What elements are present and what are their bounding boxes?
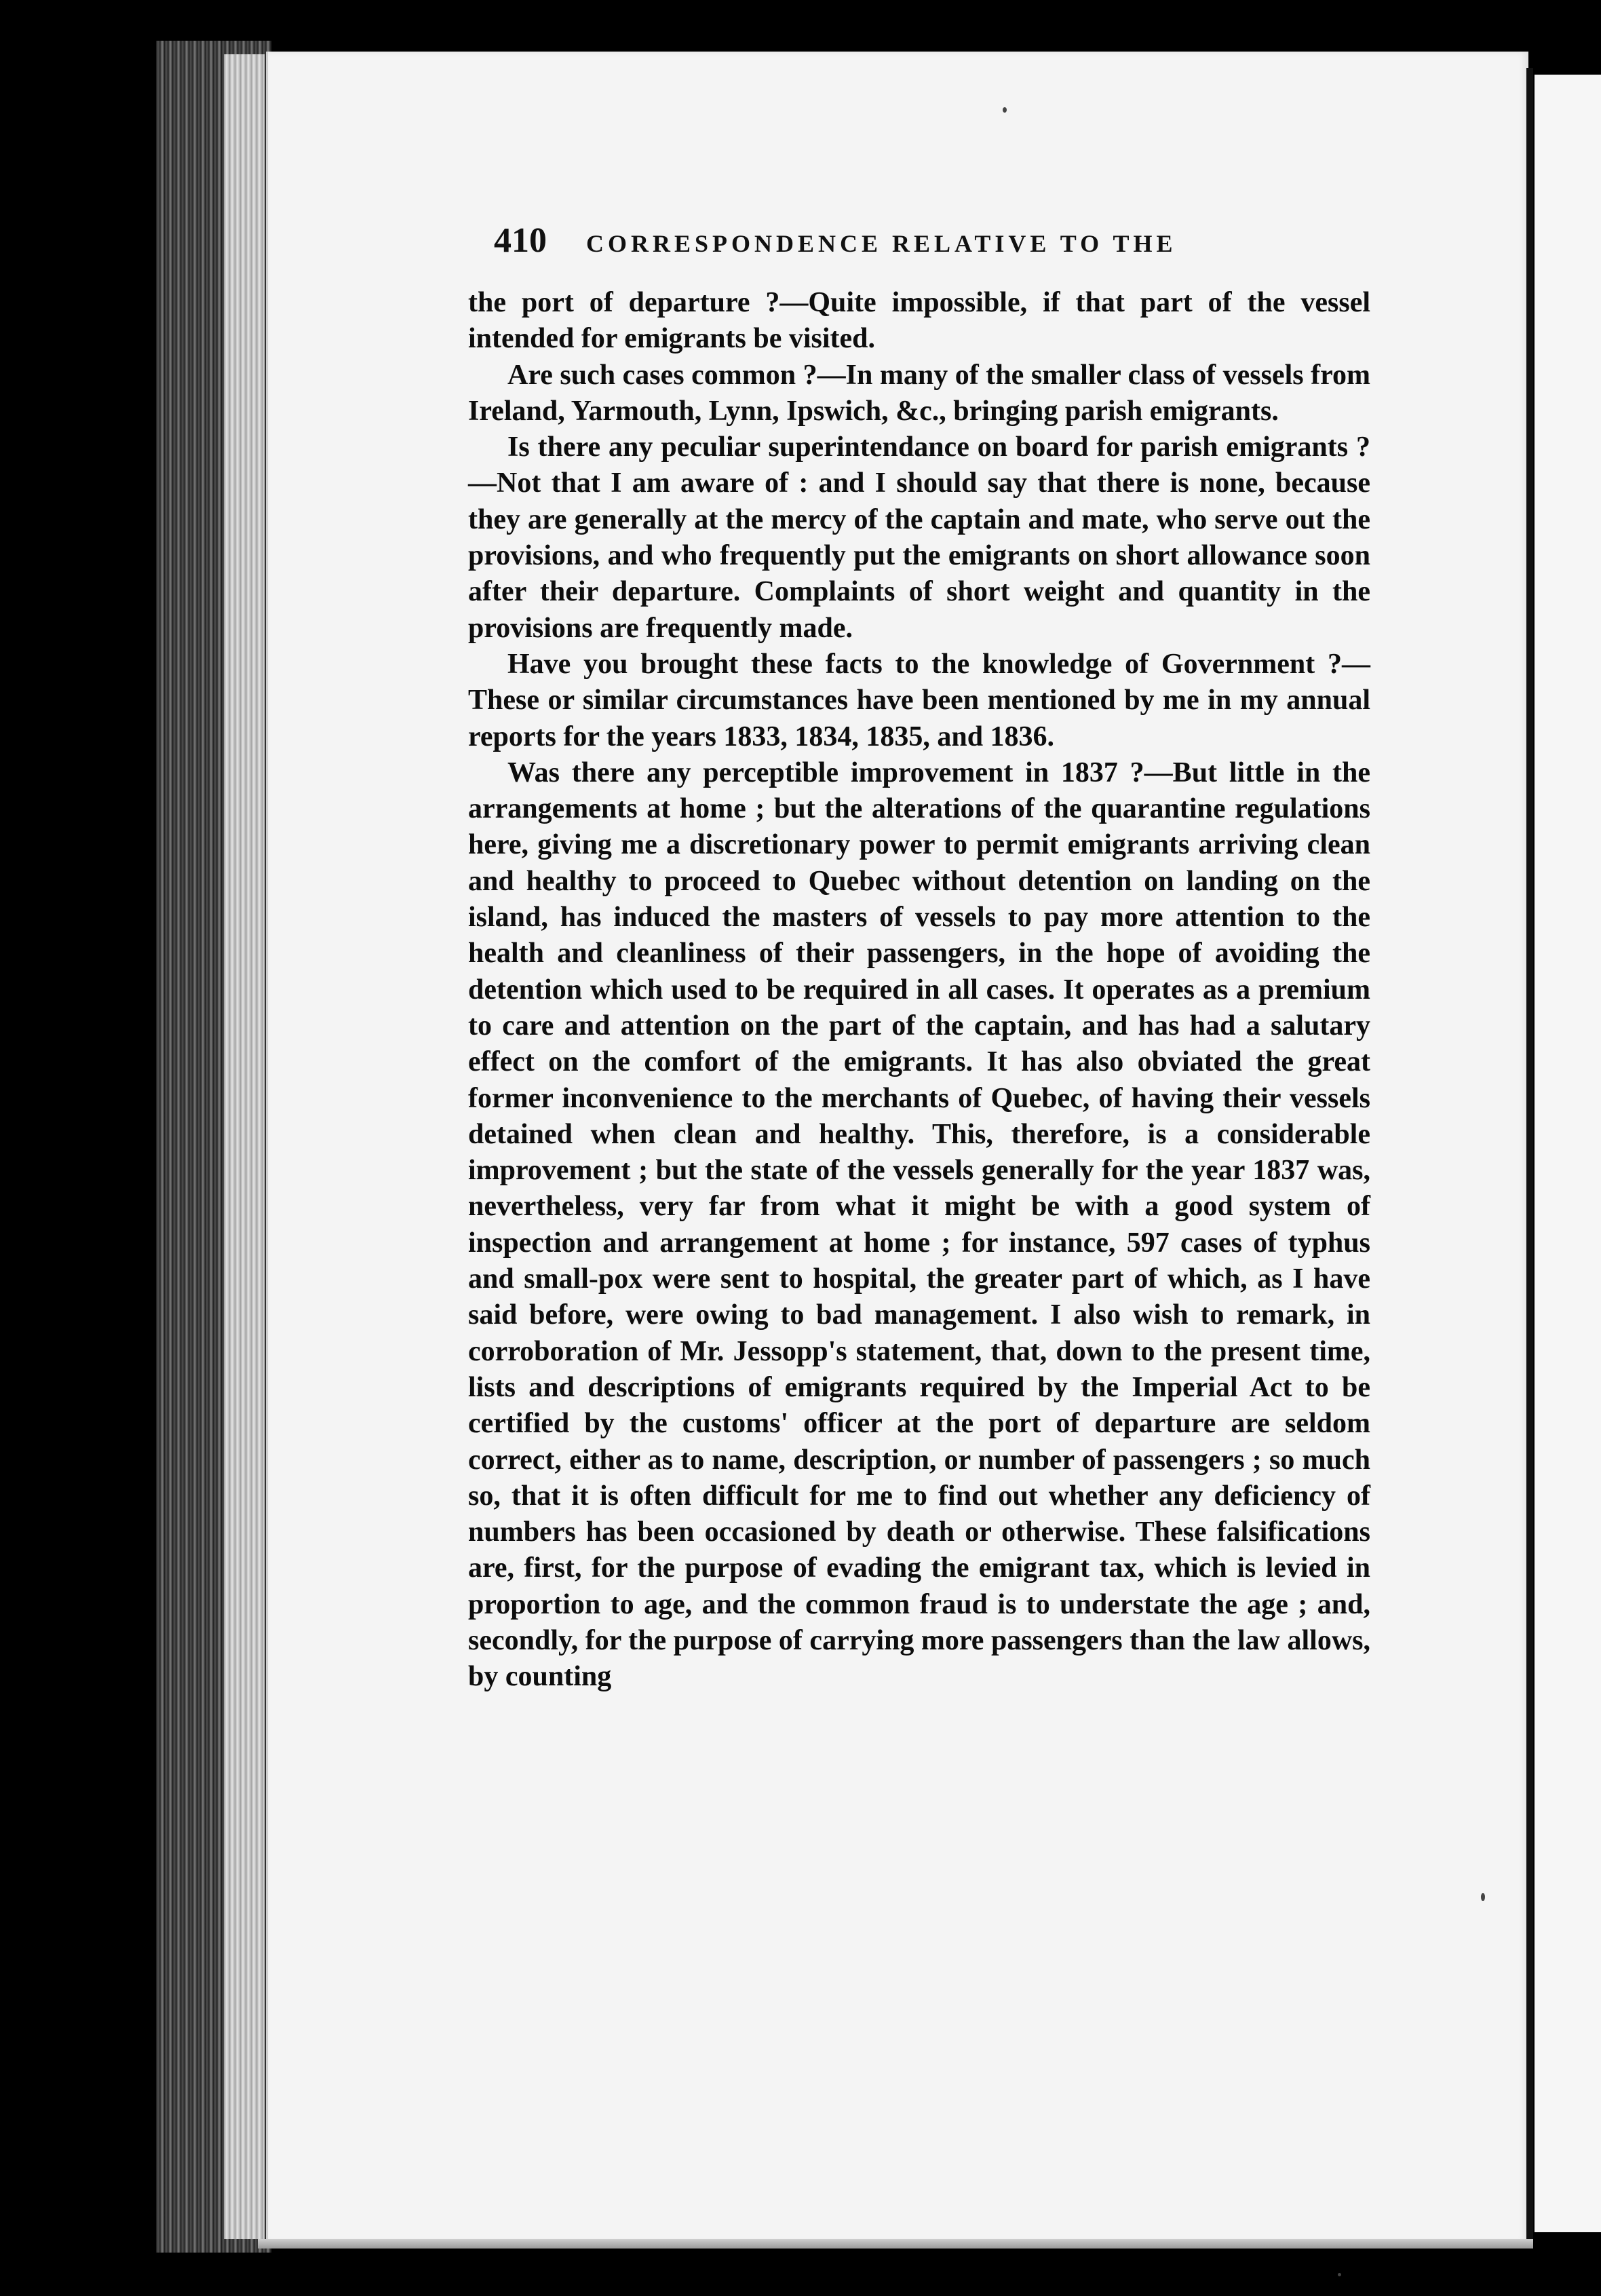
paragraph-4: Have you brought these facts to the knowledge of Government ?—These or similar circumstances have been mentioned by me in my annual reports for the years 1833, 1834, 1835, and 1836.: [468, 648, 1370, 752]
gutter-shadow: [1526, 68, 1533, 2239]
scan-speck: [1481, 1893, 1485, 1901]
scan-speck: [1338, 2273, 1341, 2276]
scan-speck: [1003, 107, 1007, 113]
page-number: 410: [494, 221, 547, 260]
book-page-edges-highlight: [224, 54, 265, 2239]
paragraph-1: the port of departure ?—Quite impossible, if that part of the vessel intended for emigrants be visited.: [468, 287, 1370, 355]
running-head: CORRESPONDENCE RELATIVE TO THE: [586, 230, 1177, 257]
paragraph-3: Is there any peculiar superintendance on board for parish emigrants ?—Not that I am aware of : and I should say that there is none, because they are generally at the mercy of the captain and mate, who serve out the provisions, and who frequently put the emigrants on short allowance soon after their departure. Complaints of short weight and quantity in the provisions are frequently made.: [468, 432, 1370, 644]
page-bottom-edge: [258, 2239, 1533, 2249]
facing-page-edge: [1535, 75, 1601, 2232]
body-text: [468, 285, 1370, 1696]
page-header: [494, 221, 1254, 268]
paragraph-2: Are such cases common ?—In many of the smaller class of vessels from Ireland, Yarmouth, Lynn, Ipswich, &c., bringing parish emigrants.: [468, 359, 1370, 427]
paragraph-5: Was there any perceptible improvement in 1837 ?—But little in the arrangements at home ; but the alterations of the quarantine regulations here, giving me a discretionary power to permit emigrants arriving clean and healthy to proceed to Quebec without detention on landing on the island, has induced the masters of vessels to pay more attention to the health and cleanliness of their passengers, in the hope of avoiding the detention which used to be required in all cases. It operates as a premium to care and attention on the part of the captain, and has had a salutary effect on the comfort of the emigrants. It has also obviated the great former inconvenience to the merchants of Quebec, of having their vessels detained when clean and healthy. This, therefore, is a considerable improvement ; but the state of the vessels generally for the year 1837 was, nevertheless, very far from what it might be with a good system of inspection and arrangement at home ; for instance, 597 cases of typhus and small-pox were sent to hospital, the greater part of which, as I have said before, were owing to bad management. I also wish to remark, in corroboration of Mr. Jessopp's statement, that, down to the present time, lists and descriptions of emigrants required by the Imperial Act to be certified by the customs' officer at the port of departure are seldom correct, either as to name, description, or number of passengers ; so much so, that it is often difficult for me to find out whether any deficiency of numbers has been occasioned by death or otherwise. These falsifications are, first, for the purpose of evading the emigrant tax, which is levied in proportion to age, and the common fraud is to understate the age ; and, secondly, for the purpose of carrying more passengers than the law allows, by counting: [468, 757, 1370, 1693]
